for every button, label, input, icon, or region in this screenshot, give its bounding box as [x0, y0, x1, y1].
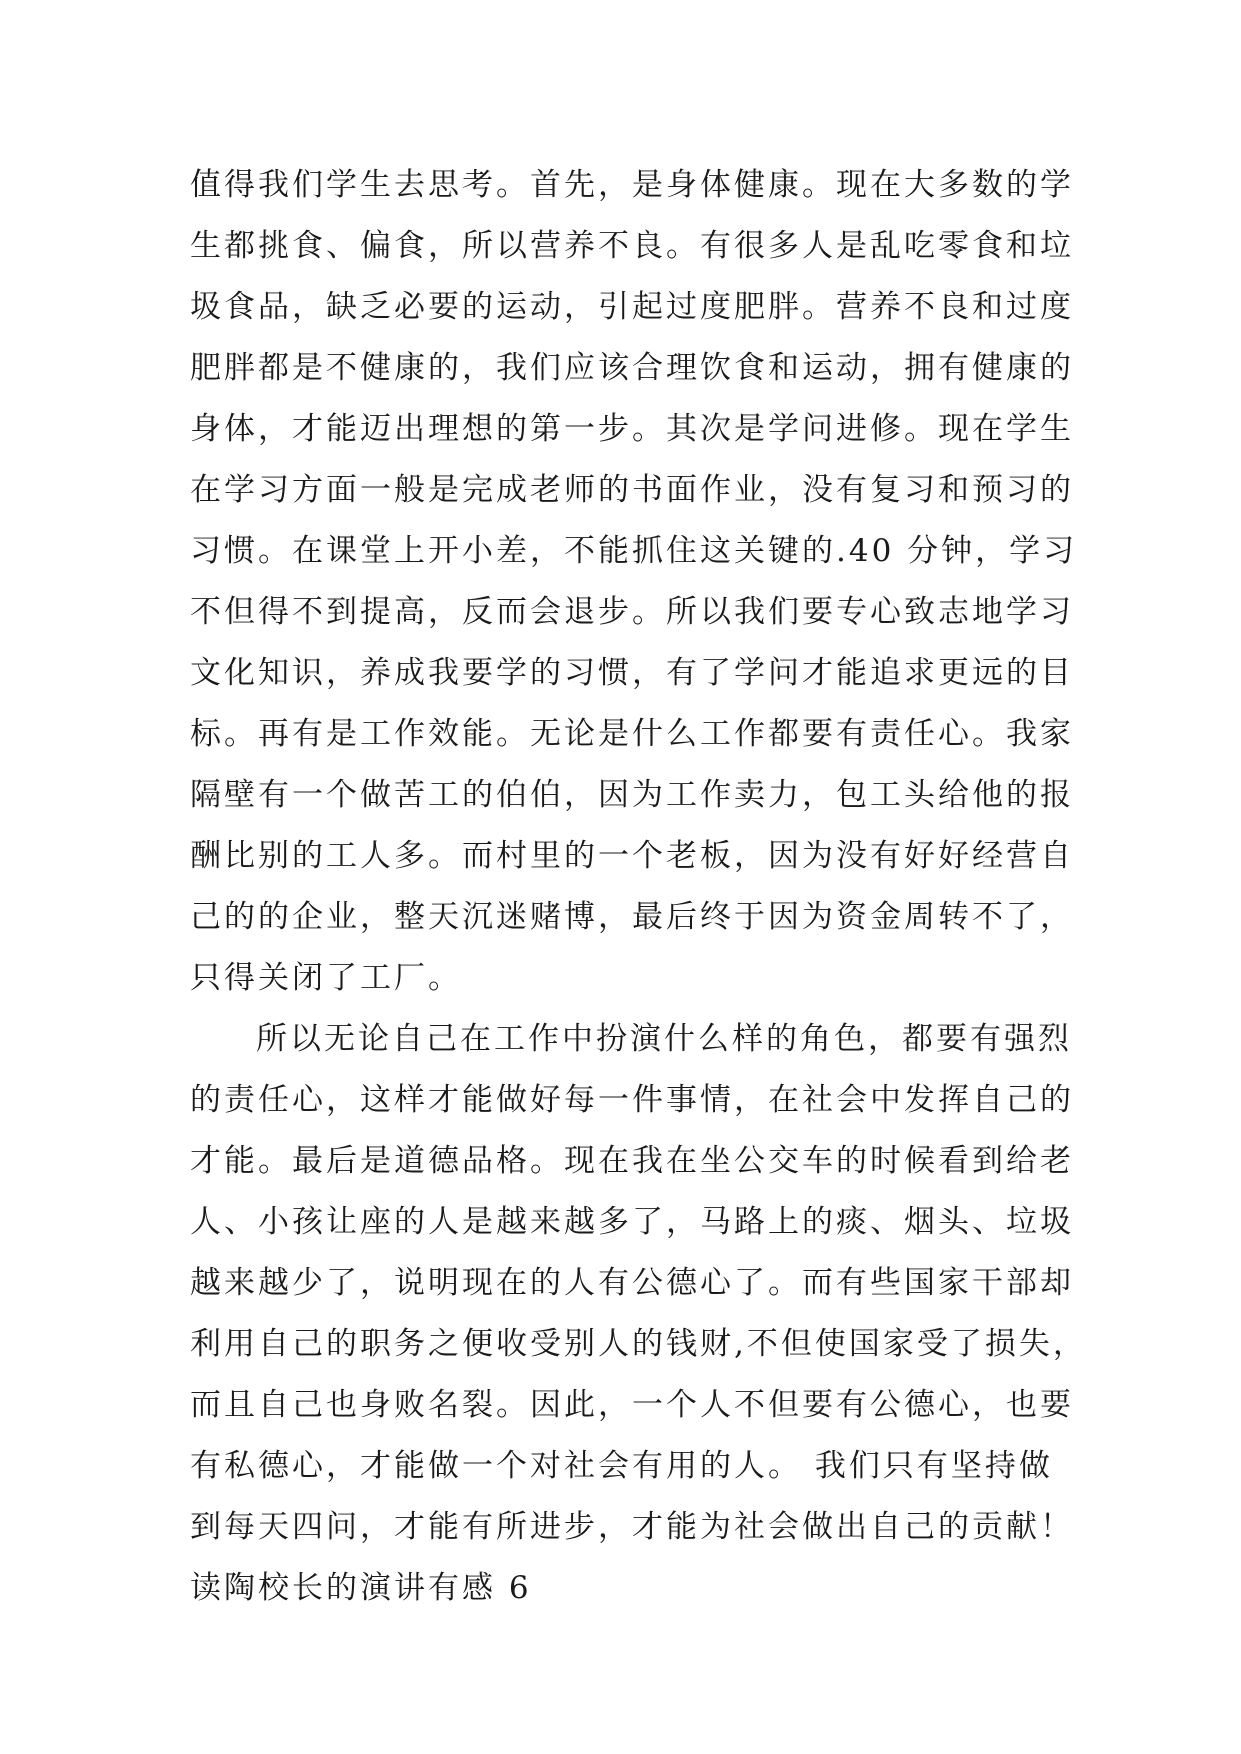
- text-line: 身体，才能迈出理想的第一步。其次是学问进修。现在学生: [190, 411, 1074, 447]
- text-line: 不但得不到提高，反而会退步。所以我们要专心致志地学习: [190, 594, 1074, 630]
- paragraph-2: [190, 1009, 1087, 1558]
- text-line: 己的的企业，整天沉迷赌博，最后终于因为资金周转不了，: [190, 899, 1074, 935]
- text-line: 才能。最后是道德品格。现在我在坐公交车的时候看到给老: [190, 1143, 1074, 1179]
- text-line: 文化知识，养成我要学的习惯，有了学问才能追求更远的目: [190, 655, 1074, 691]
- text-line: 越来越少了，说明现在的人有公德心了。而有些国家干部却: [190, 1265, 1074, 1301]
- text-line: 酬比别的工人多。而村里的一个老板，因为没有好好经营自: [190, 838, 1074, 874]
- text-line: 到每天四问，才能有所进步，才能为社会做出自己的贡献！: [190, 1509, 1074, 1545]
- document-body: [190, 155, 1087, 1619]
- text-line: 利用自己的职务之便收受别人的钱财,不但使国家受了损失，: [190, 1326, 1087, 1362]
- text-line: 人、小孩让座的人是越来越多了，马路上的痰、烟头、垃圾: [190, 1204, 1074, 1240]
- text-line: 所以无论自己在工作中扮演什么样的角色，都要有强烈: [256, 1021, 1072, 1057]
- text-line: 只得关闭了工厂。: [190, 960, 462, 996]
- text-line: 习惯。在课堂上开小差，不能抓住这关键的.40 分钟，学习: [190, 533, 1078, 569]
- text-line: 标。再有是工作效能。无论是什么工作都要有责任心。我家: [190, 716, 1074, 752]
- paragraph-1: [190, 155, 1078, 1009]
- text-line: 而且自己也身败名裂。因此，一个人不但要有公德心，也要: [190, 1387, 1074, 1423]
- text-line: 的责任心，这样才能做好每一件事情，在社会中发挥自己的: [190, 1082, 1074, 1118]
- text-line: 肥胖都是不健康的，我们应该合理饮食和运动，拥有健康的: [190, 350, 1074, 386]
- text-line: 生都挑食、偏食，所以营养不良。有很多人是乱吃零食和垃: [190, 228, 1074, 264]
- text-line: 隔壁有一个做苦工的伯伯，因为工作卖力，包工头给他的报: [190, 777, 1074, 813]
- section-heading: 读陶校长的演讲有感 6: [190, 1570, 532, 1606]
- text-line: 有私德心，才能做一个对社会有用的人。 我们只有坚持做: [190, 1448, 1053, 1484]
- text-line: 圾食品，缺乏必要的运动，引起过度肥胖。营养不良和过度: [190, 289, 1074, 325]
- text-line: 值得我们学生去思考。首先，是身体健康。现在大多数的学: [190, 167, 1074, 203]
- text-line: 在学习方面一般是完成老师的书面作业，没有复习和预习的: [190, 472, 1074, 508]
